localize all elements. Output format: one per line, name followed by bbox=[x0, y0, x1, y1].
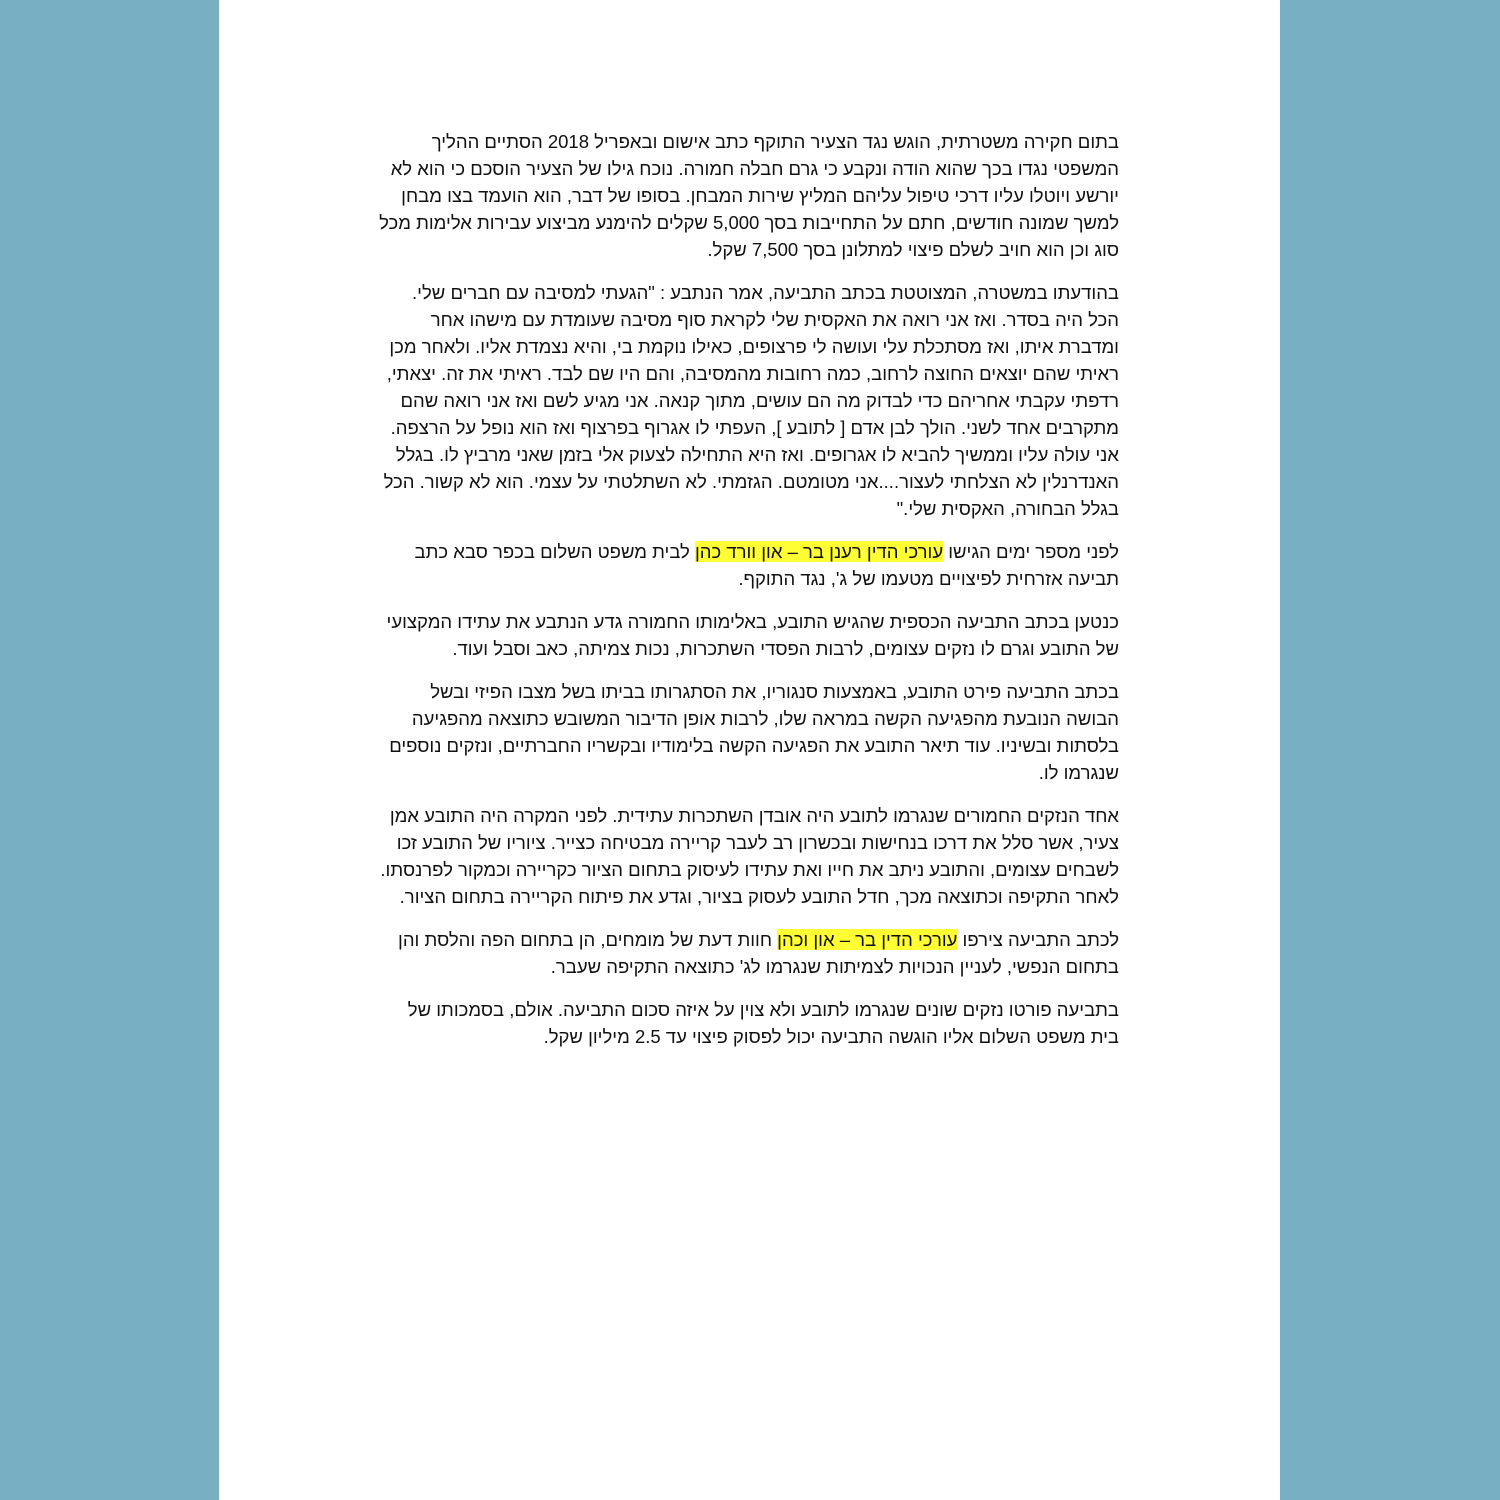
highlighted-lawyers: עורכי הדין רענן בר – און וורד כהן bbox=[694, 541, 944, 562]
article-body bbox=[379, 128, 1119, 1066]
paragraph-claim: כנטען בכתב התביעה הכספית שהגיש התובע, באלימותו החמורה גדע הנתבע את עתידו המקצועי של התובע וגרם לו נזקים עצומים, לרבות הפסדי השתכרות, נכות צמיתה, כאב וסבל ועוד. bbox=[386, 611, 1119, 659]
paragraph-text: לבית משפט השלום בכפר סבא כתב תביעה אזרחית לפיצויים מטעמו של ג', נגד התוקף. bbox=[414, 541, 1119, 589]
highlighted-lawyers: עורכי הדין בר – און וכהן bbox=[777, 929, 958, 950]
paragraph-text: לכתב התביעה צירפו bbox=[957, 929, 1119, 950]
paragraph-expert-opinions bbox=[379, 926, 1119, 980]
document-page bbox=[219, 0, 1280, 1500]
paragraph-text: חוות דעת של מומחים, הן בתחום הפה והלסת והן בתחום הנפשי, לעניין הנכויות לצמיתות שנגרמו לג' כתוצאה התקיפה שעבר. bbox=[398, 929, 1119, 977]
paragraph-text: לפני מספר ימים הגישו bbox=[943, 541, 1119, 562]
paragraph-lawsuit-filed bbox=[379, 538, 1119, 592]
paragraph-damages: אחד הנזקים החמורים שנגרמו לתובע היה אובדן השתכרות עתידית. לפני המקרה היה התובע אמן צעיר, אשר סלל את דרכו בנחישות ובכשרון רב לעבר קריירה מבטיחה כצייר. ציוריו של התובע זכו לשבחים עצומים, והתובע ניתב את חייו ואת עתידו לעיסוק בתחום הציור כקריירה וכמקור לפרנסתו. לאחר התקיפה וכתוצאה מכך, חדל התובע לעסוק בציור, וגדע את פיתוח הקריירה בתחום הציור. bbox=[380, 805, 1119, 907]
paragraph-compensation: בתביעה פורטו נזקים שונים שנגרמו לתובע ולא צוין על איזה סכום התביעה. אולם, בסמכותו של בית משפט השלום אליו הוגשה התביעה יכול לפסוק פיצוי עד 2.5 מיליון שקל. bbox=[407, 999, 1119, 1047]
paragraph-indictment: בתום חקירה משטרתית, הוגש נגד הצעיר התוקף כתב אישום ובאפריל 2018 הסתיים ההליך המשפטי נגדו בכך שהוא הודה ונקבע כי גרם חבלה חמורה. נוכח גילו של הצעיר הוסכם כי הוא לא יורשע ויוטלו עליו דרכי טיפול עליהם המליץ שירות המבחן. בסופו של דבר, הוא הועמד בצו מבחן למשך שמונה חודשים, חתם על התחייבות בסך 5,000 שקלים להימנע מביצוע עבירות אלימות מכל סוג וכן הוא חויב לשלם פיצוי למתלונן בסך 7,500 שקל. bbox=[379, 131, 1119, 260]
paragraph-police-statement: בהודעתו במשטרה, המצוטטת בכתב התביעה, אמר הנתבע : "הגעתי למסיבה עם חברים שלי. הכל היה בסדר. ואז אני רואה את האקסית שלי לקראת סוף מסיבה שעומדת עם מישהו אחר ומדברת איתו, ואז מסתכלת עלי ועושה לי פרצופים, כאילו נוקמת בי, והיא נצמדת אליו. ולאחר מכן ראיתי שהם יוצאים החוצה לרחוב, כמה רחובות מהמסיבה, והם היו שם לבד. ראיתי את זה. יצאתי, רדפתי עקבתי אחריהם כדי לבדוק מה הם עושים, מתוך קנאה. אני מגיע לשם ואז אני רואה שהם מתקרבים אחד לשני. הולך לבן אדם [ לתובע ], העפתי לו אגרוף בפרצוף ואז הוא נופל על הרצפה. אני עולה עליו וממשיך להביא לו אגרופים. ואז היא התחילה לצעוק אלי בזמן שאני מרביץ לו. בגלל האנדרנלין לא הצלחתי לעצור....אני מטומטם. הגזמתי. לא השתלטתי על עצמי. הוא לא קשור. הכל בגלל הבחורה, האקסית שלי." bbox=[383, 282, 1119, 519]
paragraph-details: בכתב התביעה פירט התובע, באמצעות סנגוריו, את הסתגרותו בביתו בשל מצבו הפיזי ובשל הבושה הנובעת מהפגיעה הקשה במראה שלו, לרבות אופן הדיבור המשובש כתוצאה מהפגיעה בלסתות ובשיניו. עוד תיאר התובע את הפגיעה הקשה בלימודיו ובקשריו החברתיים, ונזקים נוספים שנגרמו לו. bbox=[389, 681, 1119, 783]
